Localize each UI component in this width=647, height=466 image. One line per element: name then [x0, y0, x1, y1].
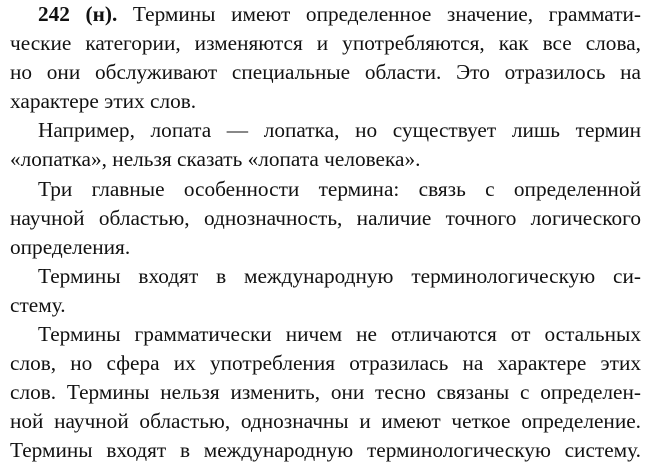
- text-line: Три главные особенности термина: связь с определенной: [38, 176, 641, 201]
- paragraph-1: [10, 0, 641, 116]
- text-line: [10, 0, 641, 29]
- text-line-content: Термины имеют определенное значение, граммати-: [132, 2, 641, 26]
- text-line: ной научной областью, однозначны и имеют четкое определение.: [10, 409, 641, 434]
- text-line: Термины грамматически ничем не отличаются от остальных: [38, 322, 641, 347]
- text-line: характере этих слов.: [10, 89, 197, 114]
- text-line: Например, лопата — лопатка, но существует лишь термин: [38, 118, 641, 143]
- paragraph-4: [10, 262, 641, 320]
- text-line: ческие категории, изменяются и употребляются, как все слова,: [10, 31, 641, 56]
- text-line: «лопатка», нельзя сказать «лопата человека».: [10, 147, 421, 172]
- text-line: научной областью, однозначность, наличие точного логического: [10, 205, 641, 230]
- text-line: определения.: [10, 234, 131, 259]
- exercise-number: 242 (н).: [38, 2, 118, 26]
- text-line: слов. Термины нельзя изменить, они тесно связаны с определен-: [10, 380, 641, 405]
- text-line: Термины входят в международную терминологическую си-: [38, 263, 641, 288]
- text-line: стему.: [10, 292, 66, 317]
- text-line: слов, но сфера их употребления отразилась на характере этих: [10, 351, 641, 376]
- paragraph-2: [10, 116, 641, 174]
- paragraph-5: [10, 320, 641, 465]
- text-line: Термины входят в международную терминологическую систему.: [10, 438, 641, 463]
- paragraph-3: [10, 175, 641, 262]
- text-line: но они обслуживают специальные области. Это отразилось на: [10, 60, 641, 85]
